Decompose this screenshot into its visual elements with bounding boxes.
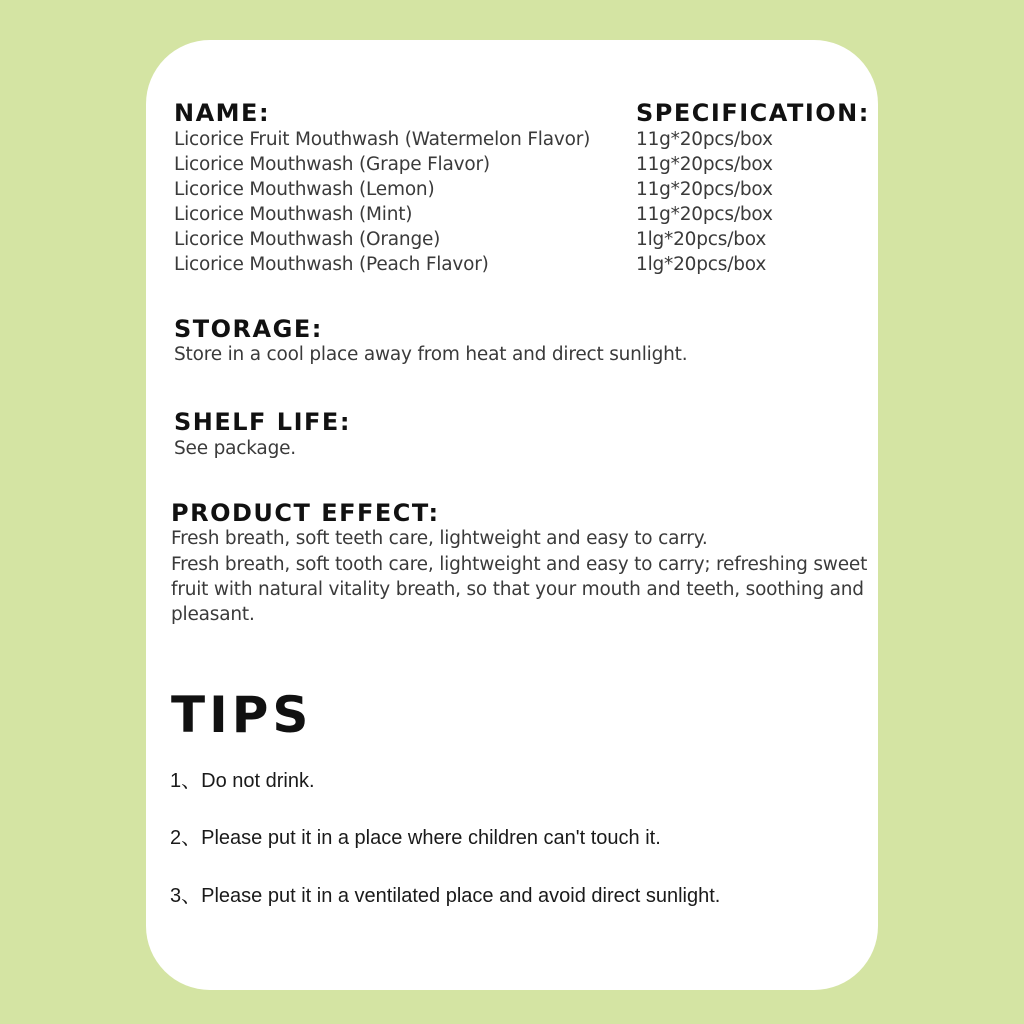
tip-item: 2、Please put it in a place where children can't touch it.	[170, 827, 661, 849]
product-effect-line: fruit with natural vitality breath, so that your mouth and teeth, soothing and	[171, 579, 864, 600]
specification-item: 11g*20pcs/box	[636, 154, 773, 175]
product-effect-line: pleasant.	[171, 604, 255, 625]
product-effect-line: Fresh breath, soft tooth care, lightweight and easy to carry; refreshing sweet	[171, 554, 868, 575]
specification-item: 1lg*20pcs/box	[636, 254, 767, 275]
specification-item: 11g*20pcs/box	[636, 129, 773, 150]
specification-item: 11g*20pcs/box	[636, 204, 773, 225]
product-effect-line: Fresh breath, soft teeth care, lightweight and easy to carry.	[171, 528, 708, 549]
shelf-life-heading: SHELF LIFE:	[174, 408, 351, 436]
specification-item: 1lg*20pcs/box	[636, 229, 767, 250]
product-effect-heading: PRODUCT EFFECT:	[171, 499, 440, 527]
name-item: Licorice Mouthwash (Lemon)	[174, 179, 435, 200]
name-item: Licorice Mouthwash (Mint)	[174, 204, 413, 225]
specification-item: 11g*20pcs/box	[636, 179, 773, 200]
storage-heading: STORAGE:	[174, 315, 323, 343]
tip-item: 3、Please put it in a ventilated place and avoid direct sunlight.	[170, 885, 721, 907]
specification-heading: SPECIFICATION:	[636, 99, 870, 127]
name-item: Licorice Mouthwash (Orange)	[174, 229, 441, 250]
name-item: Licorice Fruit Mouthwash (Watermelon Flavor)	[174, 129, 591, 150]
tip-item: 1、Do not drink.	[170, 770, 315, 792]
shelf-life-text: See package.	[174, 438, 296, 459]
tips-title: TIPS	[171, 686, 313, 744]
name-item: Licorice Mouthwash (Grape Flavor)	[174, 154, 490, 175]
name-heading: NAME:	[174, 99, 271, 127]
storage-text: Store in a cool place away from heat and direct sunlight.	[174, 344, 688, 365]
name-item: Licorice Mouthwash (Peach Flavor)	[174, 254, 489, 275]
